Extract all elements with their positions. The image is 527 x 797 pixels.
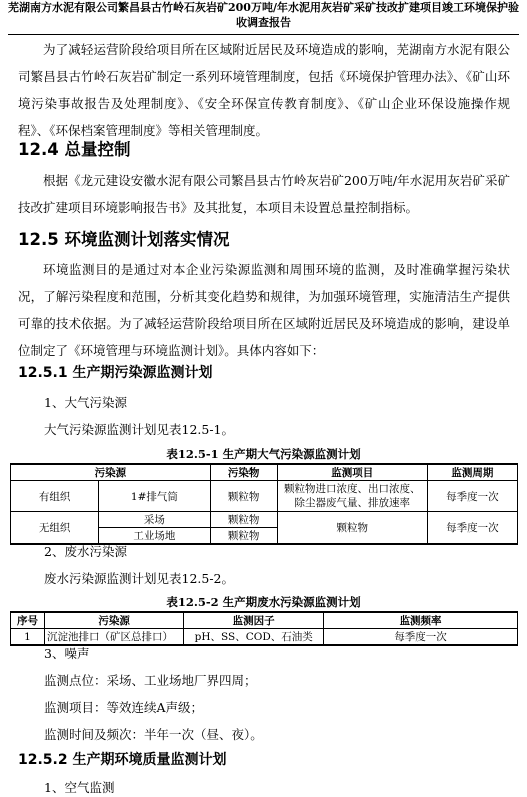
table2-header-frequency: 监测频率 xyxy=(324,612,518,629)
table1-cell: 工业场地 xyxy=(99,528,210,545)
list-item-air-monitoring: 1、空气监测 xyxy=(44,780,115,795)
table1-header-period: 监测周期 xyxy=(427,464,517,481)
page-header: 芜湖南方水泥有限公司繁昌县古竹岭石灰岩矿200万吨/年水泥用灰岩矿采矿技改扩建项目竣工环境保护验收调查报告 xyxy=(8,1,519,29)
table2-header-factor: 监测因子 xyxy=(184,612,324,629)
noise-points: 监测点位：采场、工业场地厂界四周； xyxy=(44,673,257,688)
header-divider xyxy=(8,34,519,35)
table1-header-source: 污染源 xyxy=(11,464,211,481)
table1-cell: 颗粒物进口浓度、出口浓度、除尘器废气量、排放速率 xyxy=(277,481,427,512)
table-row xyxy=(11,481,518,512)
list-item-air: 1、大气污染源 xyxy=(44,395,127,410)
table1-cell: 每季度一次 xyxy=(427,481,517,512)
table1-cell: 颗粒物 xyxy=(210,512,277,528)
table-row xyxy=(11,512,518,528)
paragraph-management-system: 为了减轻运营阶段给项目所在区域附近居民及环境造成的影响，芜湖南方水泥有限公司繁昌县古竹岭石灰岩矿制定一系列环境管理制度，包括《环境保护管理办法》、《矿山环境污染事故报告及处理制度》、《安全环保宣传教育制度》、《矿山企业环保设施操作规程》、《环保档案管理制度》等相关管理制度。 xyxy=(18,42,510,138)
table-row xyxy=(11,629,518,646)
table1-cell: 每季度一次 xyxy=(427,512,517,545)
section-heading-12-4: 12.4 总量控制 xyxy=(18,140,131,159)
table1-caption: 表12.5-1 生产期大气污染源监测计划 xyxy=(166,447,361,461)
table2-cell: 1 xyxy=(11,629,45,646)
section-heading-12-5-2: 12.5.2 生产期环境质量监测计划 xyxy=(18,752,227,768)
table2-caption: 表12.5-2 生产期废水污染源监测计划 xyxy=(166,595,361,609)
table1-cell: 颗粒物 xyxy=(277,512,427,545)
list-item-noise: 3、噪声 xyxy=(44,646,90,661)
noise-items: 监测项目：等效连续A声级； xyxy=(44,700,204,715)
list-item-wastewater: 2、废水污染源 xyxy=(44,544,127,559)
table1-cell: 颗粒物 xyxy=(210,528,277,545)
wastewater-monitoring-table xyxy=(10,611,518,646)
section-heading-12-5: 12.5 环境监测计划落实情况 xyxy=(18,230,230,249)
noise-frequency: 监测时间及频次：半年一次（昼、夜）。 xyxy=(44,727,263,742)
table1-cell: 采场 xyxy=(99,512,210,528)
table1-cell: 无组织 xyxy=(11,512,99,545)
air-monitoring-table xyxy=(10,463,518,545)
wastewater-plan-reference: 废水污染源监测计划见表12.5-2。 xyxy=(44,571,235,586)
table2-cell: pH、SS、COD、石油类 xyxy=(184,629,324,646)
table1-cell: 1#排气筒 xyxy=(99,481,210,512)
table2-header-no: 序号 xyxy=(11,612,45,629)
paragraph-total-control: 根据《龙元建设安徽水泥有限公司繁昌县古竹岭灰岩矿200万吨/年水泥用灰岩矿采矿技改扩建项目环境影响报告书》及其批复，本项目未设置总量控制指标。 xyxy=(18,173,510,215)
paragraph-monitoring-purpose: 环境监测目的是通过对本企业污染源监测和周围环境的监测，及时准确掌握污染状况，了解污染程度和范围，分析其变化趋势和规律，为加强环境管理，实施清洁生产提供可靠的技术依据。为了减轻运营阶段给项目所在区域附近居民及环境造成的影响，建设单位制定了《环境管理与环境监测计划》。具体内容如下： xyxy=(18,262,510,358)
table1-cell: 有组织 xyxy=(11,481,99,512)
table1-header-pollutant: 污染物 xyxy=(210,464,277,481)
table1-cell: 颗粒物 xyxy=(210,481,277,512)
section-heading-12-5-1: 12.5.1 生产期污染源监测计划 xyxy=(18,365,213,381)
table1-header-item: 监测项目 xyxy=(277,464,427,481)
table2-cell: 沉淀池排口（矿区总排口） xyxy=(45,629,184,646)
table2-cell: 每季度一次 xyxy=(324,629,518,646)
air-plan-reference: 大气污染源监测计划见表12.5-1。 xyxy=(44,422,235,437)
table2-header-source: 污染源 xyxy=(45,612,184,629)
